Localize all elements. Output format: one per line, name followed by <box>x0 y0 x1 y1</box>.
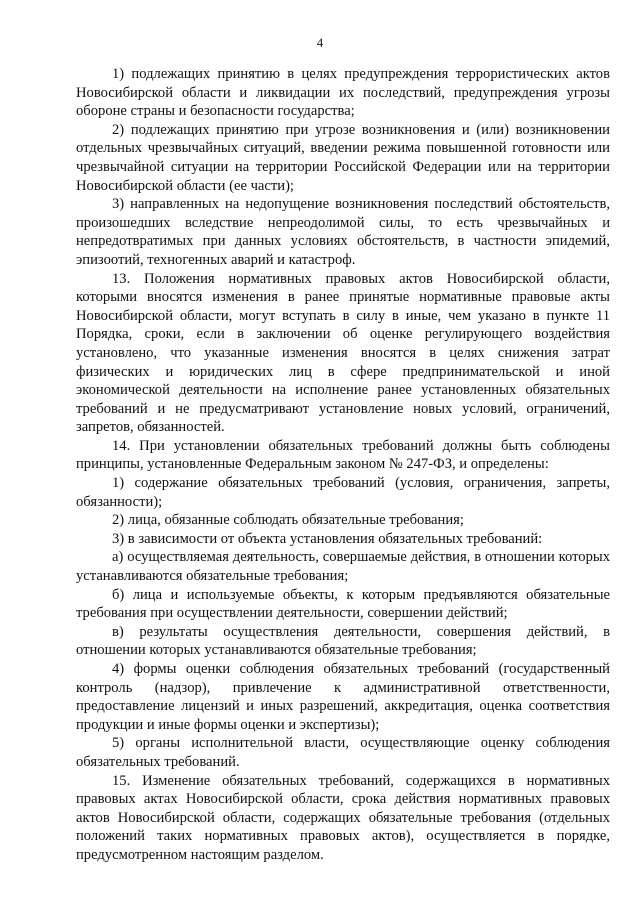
paragraph-item-3-force-majeure: 3) направленных на недопущение возникновения последствий обстоятельств, произошедших вследствие непреодолимой силы, то есть чрезвычайных и непредотвратимых при данных условиях обстоятельств, в частности эпидемий, эпизоотий, техногенных аварий и катастроф. <box>76 196 610 268</box>
paragraph-item-1-terrorism: 1) подлежащих принятию в целях предупреждения террористических актов Новосибирской области и ликвидации их последствий, предупреждения угрозы обороне страны и безопасности государства; <box>76 66 610 120</box>
paragraph-clause-14: 14. При установлении обязательных требований должны быть соблюдены принципы, установленные Федеральным законом № 247-ФЗ, и определены: <box>76 437 610 473</box>
page-number: 4 <box>316 35 324 50</box>
paragraph-clause-14-item-2: 2) лица, обязанные соблюдать обязательные требования; <box>112 512 464 529</box>
paragraph-clause-14-item-5: 5) органы исполнительной власти, осуществляющие оценку соблюдения обязательных требований. <box>76 735 610 770</box>
paragraph-clause-14-subitem-v: в) результаты осуществления деятельности, совершения действий, в отношении которых устанавливаются обязательные требования; <box>76 623 610 659</box>
paragraph-clause-15: 15. Изменение обязательных требований, содержащихся в нормативных правовых актах Новосибирской области, срока действия нормативных правовых актов Новосибирской области, содержащих обязательные требования (отдельных положений таких нормативных правовых актов), осуществляется в порядке, предусмотренном настоящим разделом. <box>76 772 610 863</box>
paragraph-item-2-emergency: 2) подлежащих принятию при угрозе возникновения и (или) возникновении отдельных чрезвычайных ситуаций, введении режима повышенной готовности или чрезвычайной ситуации на территории Российской Федерации или на территории Новосибирской области (ее части); <box>76 121 610 194</box>
paragraph-clause-14-item-3: 3) в зависимости от объекта установления обязательных требований: <box>112 530 543 547</box>
paragraph-clause-14-subitem-b: б) лица и используемые объекты, к которым предъявляются обязательные требования при осуществлении деятельности, совершении действий; <box>76 586 610 622</box>
paragraph-clause-14-item-1: 1) содержание обязательных требований (условия, ограничения, запреты, обязанности); <box>76 475 610 510</box>
paragraph-clause-14-item-4: 4) формы оценки соблюдения обязательных требований (государственный контроль (надзор), привлечение к административной ответственности, предоставление лицензий и иных разрешений, аккредитация, оценка соответствия продукции и иные формы оценки и экспертизы); <box>76 661 610 733</box>
document-body <box>76 65 610 865</box>
paragraph-clause-13: 13. Положения нормативных правовых актов Новосибирской области, которыми вносятся изменения в ранее принятые нормативные правовые акты Новосибирской области, могут вступать в силу в иные, чем указано в пункте 11 Порядка, сроки, если в заключении об оценке регулирующего воздействия установлено, что указанные изменения вносятся в целях снижения затрат физических и юридических лиц в сфере предпринимательской и иной экономической деятельности на исполнение ранее установленных обязательных требований и не предусматривают установление новых условий, ограничений, запретов, обязанностей. <box>76 270 610 436</box>
paragraph-clause-14-subitem-a: а) осуществляемая деятельность, совершаемые действия, в отношении которых устанавливаются обязательные требования; <box>76 549 610 585</box>
